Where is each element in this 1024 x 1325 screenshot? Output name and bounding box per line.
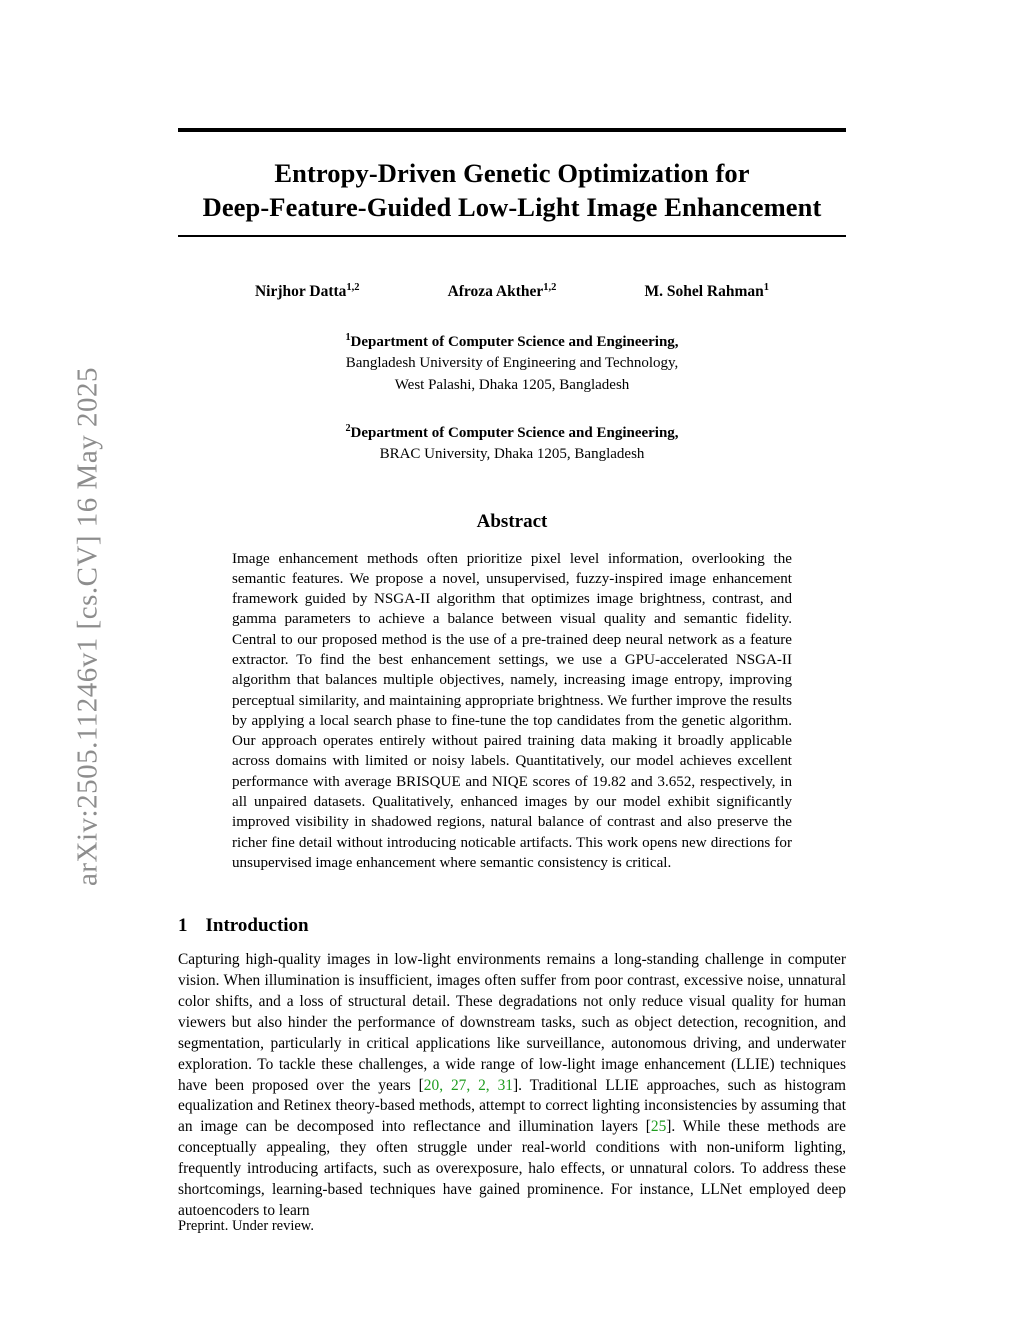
affiliation-2-line2: BRAC University, Dhaka 1205, Bangladesh [379,446,645,463]
affiliation-2-dept [178,422,846,444]
author-3 [600,282,813,301]
title-line-2: Deep-Feature-Guided Low-Light Image Enhancement [202,192,822,223]
author-list [178,282,846,301]
author-1 [211,282,404,301]
citation-group-1[interactable]: 20, 27, 2, 31 [423,1076,513,1094]
footer-note: Preprint. Under review. [178,1218,314,1234]
author-1-name: Nirjhor Datta [254,283,347,301]
intro-text-part-2: ]. Traditional LLIE approaches, such as histogram equalization and Retinex theory-based methods, attempt to correct lighting inconsistencies by assuming that an image can be decomposed into reflectance and illumination layers [ [178,1076,846,1136]
affiliation-1-dept-text: Department of Computer Science and Engineering, [350,334,679,351]
intro-text-part-3: ]. While these methods are conceptually appealing, they often struggle under real-world conditions with non-uniform lighting, frequently introducing artifacts, such as overexposure, halo effects, or unnatural colors. To address these shortcomings, learning-based techniques have gained prominence. For instance, LLNet employed deep autoencoders to learn [178,1118,846,1219]
section-number: 1 [178,915,188,937]
abstract-text: Image enhancement methods often prioritize pixel level information, overlooking the semantic features. We propose a novel, unsupervised, fuzzy-inspired image enhancement framework guided by NSGA-II algorithm that optimizes image brightness, contrast, and gamma parameters to achieve a balance between visual quality and semantic fidelity. Central to our proposed method is the use of a pre-trained deep neural network as a feature extractor. To find the best enhancement settings, we use a GPU-accelerated NSGA-II algorithm that balances multiple objectives, namely, increasing image entropy, improving perceptual similarity, and maintaining appropriate brightness. We further improve the results by applying a local search phase to fine-tune the top candidates from the genetic algorithm. Our approach operates entirely without paired training data making it broadly applicable across domains with limited or noisy labels. Quantitatively, our model achieves excellent performance with average BRISQUE and NIQE scores of 19.82 and 3.652, respectively, in all unpaired datasets. Qualitatively, enhanced images by our model exhibit significantly improved visibility in shadowed regions, natural balance of contrast and also preserve the richer fine detail without introducing noticable artifacts. This work opens new directions for unsupervised image enhancement where semantic consistency is critical. [232,550,792,871]
title-line-1: Entropy-Driven Genetic Optimization for [274,158,750,188]
author-2 [404,282,601,301]
affiliation-2-marker: 2 [345,422,351,434]
citation-group-2[interactable]: 25 [650,1118,667,1136]
author-1-affiliation-marker: 1,2 [346,281,360,293]
affiliation-1 [178,331,846,396]
author-3-name: M. Sohel Rahman [644,283,764,301]
introduction-paragraph [178,950,846,1221]
section-title: Introduction [205,915,309,937]
affiliation-2 [178,422,846,466]
affiliation-1-line3: West Palashi, Dhaka 1205, Bangladesh [394,376,630,393]
section-heading-introduction [178,915,846,937]
page-title [178,156,846,225]
author-2-name: Afroza Akther [447,283,544,301]
affiliation-2-dept-text: Department of Computer Science and Engineering, [350,424,679,441]
affiliation-1-dept [178,331,846,353]
author-2-affiliation-marker: 1,2 [543,281,557,293]
paper-page [178,0,846,1325]
affiliation-1-marker: 1 [345,332,351,344]
abstract-heading: Abstract [476,510,548,532]
author-3-affiliation-marker: 1 [763,281,769,293]
intro-text-part-1: Capturing high-quality images in low-light environments remains a long-standing challenge in computer vision. When illumination is insufficient, images often suffer from poor contrast, excessive noise, unnatural color shifts, and a loss of structural detail. These degradations not only reduce visual quality for human viewers but also hinder the performance of downstream tasks, such as object detection, recognition, and segmentation, particularly in critical applications like surveillance, autonomous driving, and underwater exploration. To tackle these challenges, a wide range of low-light image enhancement (LLIE) techniques have been proposed over the years [ [178,951,846,1094]
arxiv-stamp: arXiv:2505.11246v1 [cs.CV] 16 May 2025 [71,367,104,886]
title-top-rule [178,128,846,132]
title-bottom-rule [178,235,846,237]
affiliation-1-line2: Bangladesh University of Engineering and Technology, [345,355,679,372]
